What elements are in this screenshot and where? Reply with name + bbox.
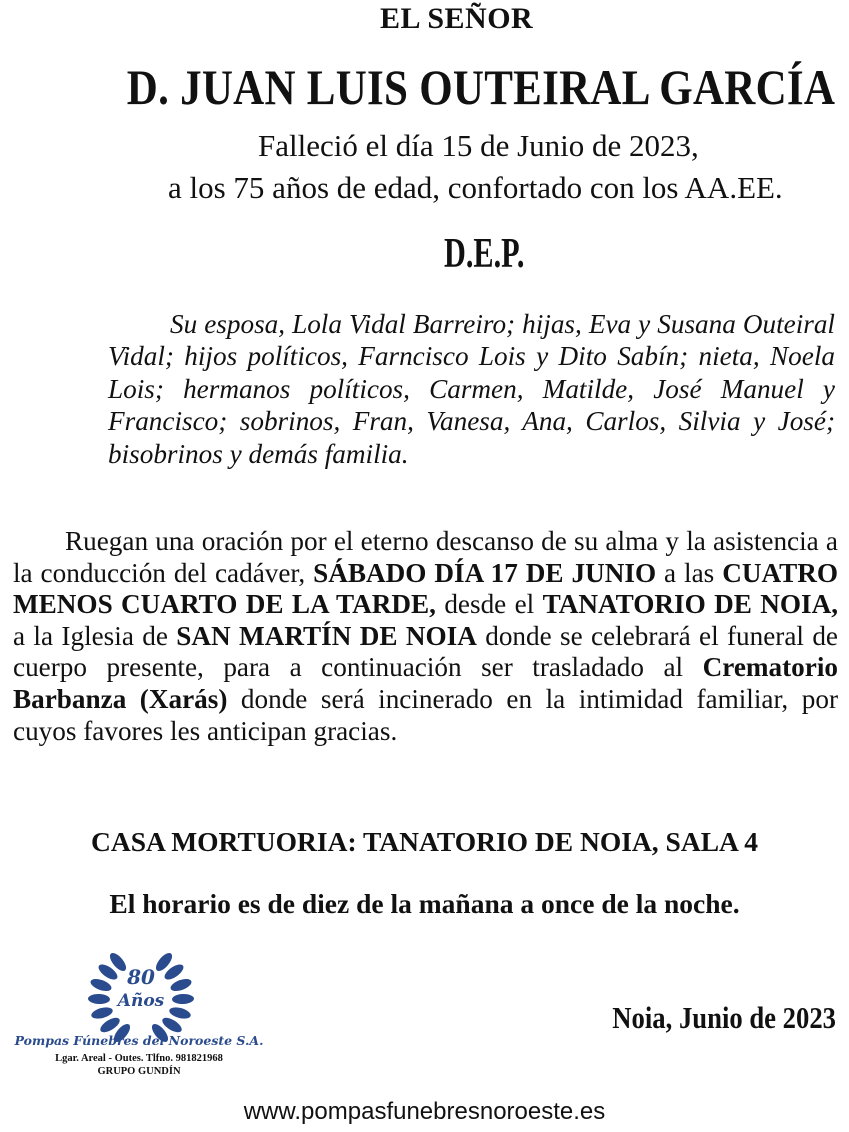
request-text: donde será incinerado en la intimidad familiar, por cuyos favores les anticipan gracias.	[13, 683, 838, 746]
deceased-name: D. JUAN LUIS OUTEIRAL GARCÍA	[126, 59, 836, 115]
death-date-line: Falleció el día 15 de Junio de 2023,	[258, 128, 699, 163]
request-church: SAN MARTÍN DE NOIA	[176, 620, 477, 651]
family-paragraph: Su esposa, Lola Vidal Barreiro; hijas, Eva y Susana Outeiral Vidal; hijos políticos, Farncisco Lois y Dito Sabín; nieta, Noela Lois; hermanos políticos, Carmen, Matilde, José Manuel y Francisco; sobrinos, Fran, Vanesa, Ana, Carlos, Silvia y José; bisobrinos y demás familia.	[108, 309, 835, 469]
request-text: desde el	[435, 589, 543, 620]
logo-brand-name: Pompas Fúnebres del Noroeste S.A.	[14, 1033, 264, 1048]
visiting-hours: El horario es de diez de la mañana a once de la noche.	[109, 888, 740, 919]
request-text: Ruegan una oración por el eterno descanso de su alma y la asistencia a la conducción del cadáver,	[13, 526, 838, 588]
logo-group: GRUPO GUNDÍN	[97, 1066, 181, 1077]
logo-address: Lgar. Areal - Outes. Tlfno. 981821968	[55, 1053, 223, 1064]
dep-heading: D.E.P.	[444, 231, 525, 277]
request-origin: TANATORIO DE NOIA,	[542, 589, 838, 620]
request-time: CUATRO MENOS CUARTO DE LA TARDE,	[13, 557, 838, 620]
title-el-senor: EL SEÑOR	[380, 2, 534, 35]
casa-mortuoria: CASA MORTUORIA: TANATORIO DE NOIA, SALA 4	[90, 826, 759, 857]
website-url[interactable]: www.pompasfunebresnoroeste.es	[243, 1098, 606, 1125]
request-paragraph	[13, 526, 838, 747]
request-crematorium: Crematorio Barbanza (Xarás)	[13, 652, 838, 714]
age-line: a los 75 años de edad, confortado con los AA.EE.	[168, 170, 783, 205]
request-date: SÁBADO DÍA 17 DE JUNIO	[313, 557, 657, 588]
request-text: donde se celebrará el funeral de cuerpo presente, para a continuación ser trasladado al	[13, 620, 838, 683]
place-and-date: Noia, Junio de 2023	[612, 1000, 836, 1035]
request-text: a las	[656, 557, 723, 588]
request-text: a la Iglesia de	[13, 620, 177, 651]
logo-years-label: Años	[117, 991, 165, 1011]
logo-years: 80	[127, 965, 155, 989]
